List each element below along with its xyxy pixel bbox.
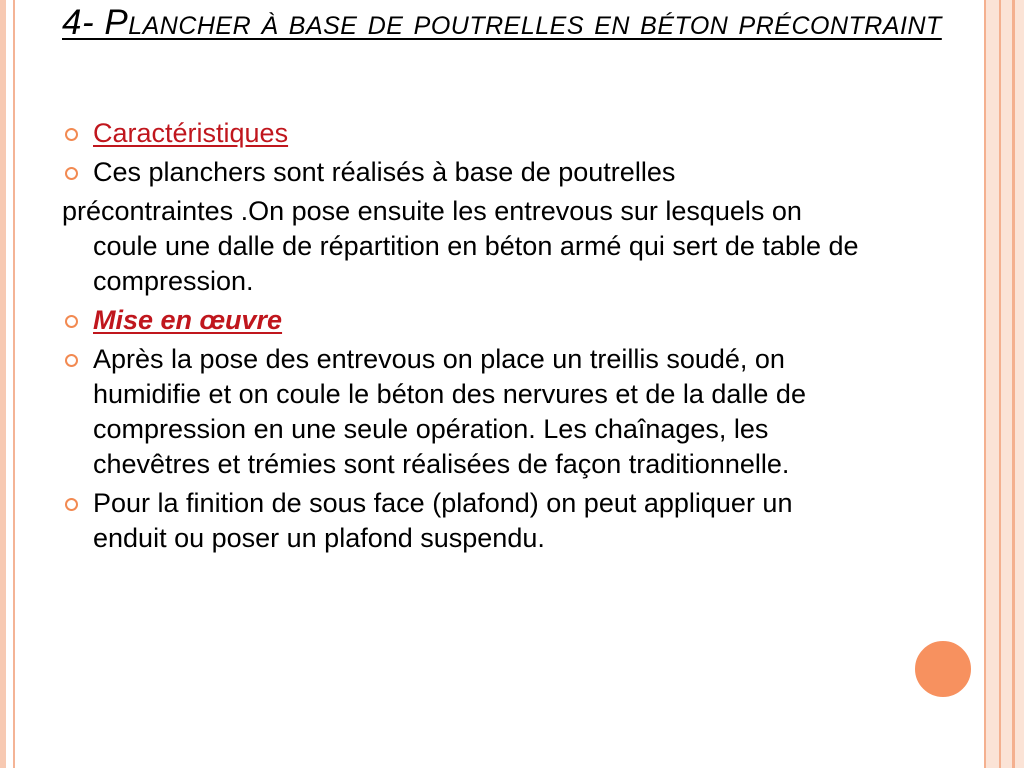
right-border-line	[984, 0, 986, 768]
bullet-icon	[65, 354, 78, 367]
bullet-text: Après la pose des entrevous on place un treillis soudé, on humidifie et on coule le béton des nervures et de la dalle de compression en une seule opération. Les chaînages, les chevêtres et trémies sont réalisées de façon traditionnelle.	[93, 344, 806, 479]
decorative-circle	[912, 638, 974, 700]
bullet-item	[62, 342, 862, 482]
bullet-icon	[65, 128, 78, 141]
bullet-text: Pour la finition de sous face (plafond) on peut appliquer un enduit ou poser un plafond suspendu.	[93, 488, 793, 553]
right-border-line	[999, 0, 1001, 768]
left-border-line	[13, 0, 15, 768]
slide-title: 4- Plancher à base de poutrelles en béton précontraint	[62, 3, 942, 42]
right-border-band	[984, 0, 1024, 768]
bullet-text: Ces planchers sont réalisés à base de poutrelles	[93, 157, 676, 187]
paragraph-text: précontraintes .On pose ensuite les entrevous sur lesquels on coule une dalle de répartition en béton armé qui sert de table de compression.	[62, 196, 859, 296]
right-border-line	[1012, 0, 1015, 768]
bullet-icon	[65, 498, 78, 511]
heading-text: Caractéristiques	[93, 118, 289, 148]
slide-content	[62, 116, 862, 560]
bullet-item	[62, 155, 862, 190]
heading-text: Mise en œuvre	[93, 305, 283, 335]
bullet-icon	[65, 315, 78, 328]
bullet-item	[62, 486, 862, 556]
continuation-paragraph	[62, 194, 862, 299]
section-heading-implementation	[62, 303, 862, 338]
bullet-icon	[65, 167, 78, 180]
section-heading-characteristics	[62, 116, 862, 151]
